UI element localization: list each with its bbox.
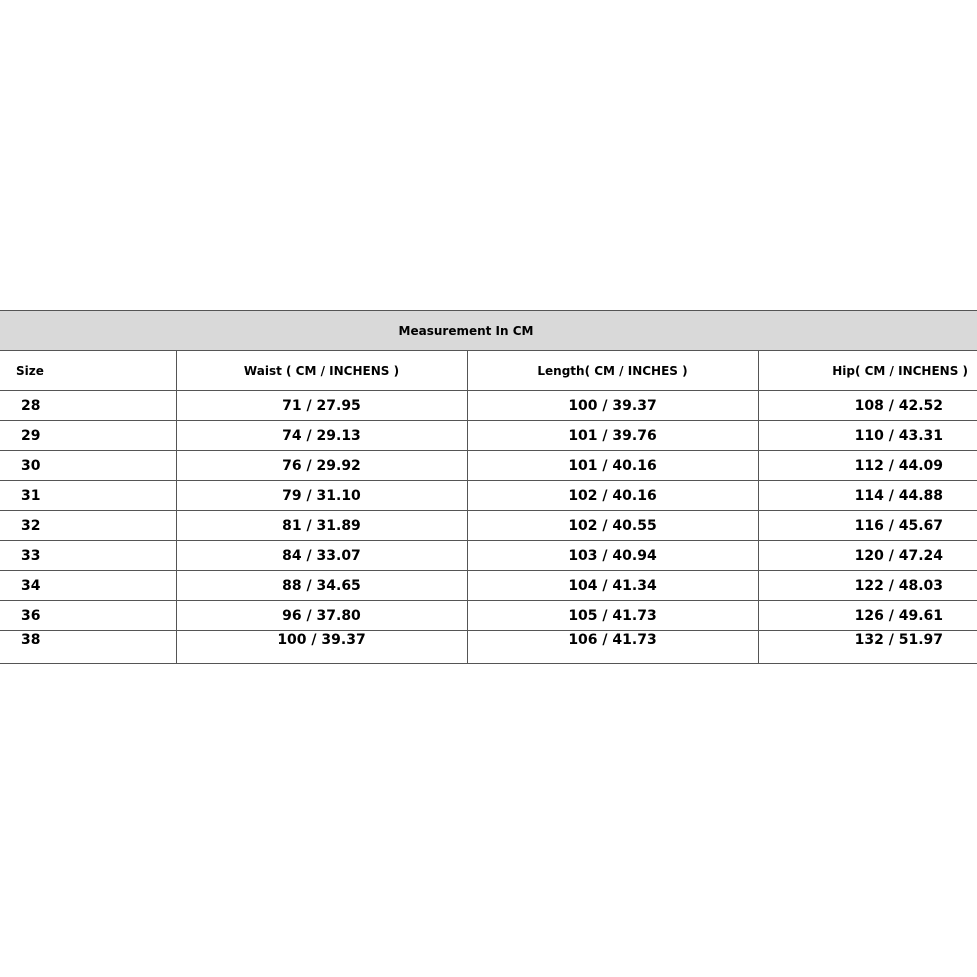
cell-length: 102 / 40.55 [467, 511, 758, 541]
table-row [0, 541, 977, 571]
cell-waist: 71 / 27.95 [176, 391, 467, 421]
cell-size: 29 [0, 421, 176, 451]
table-title: Measurement In CM [0, 311, 977, 351]
table-title-row [0, 311, 977, 351]
cell-hip: 114 / 44.88 [758, 481, 977, 511]
cell-length: 100 / 39.37 [467, 391, 758, 421]
cell-size: 31 [0, 481, 176, 511]
cell-waist: 74 / 29.13 [176, 421, 467, 451]
header-length: Length( CM / INCHES ) [467, 351, 758, 391]
cell-waist: 76 / 29.92 [176, 451, 467, 481]
cell-hip: 120 / 47.24 [758, 541, 977, 571]
header-hip: Hip( CM / INCHENS ) [758, 351, 977, 391]
cell-hip: 122 / 48.03 [758, 571, 977, 601]
table-row [0, 421, 977, 451]
cell-size: 38 [0, 631, 176, 664]
cell-size: 36 [0, 601, 176, 631]
cell-length: 103 / 40.94 [467, 541, 758, 571]
cell-length: 106 / 41.73 [467, 631, 758, 664]
cell-hip: 112 / 44.09 [758, 451, 977, 481]
cell-length: 102 / 40.16 [467, 481, 758, 511]
cell-waist: 88 / 34.65 [176, 571, 467, 601]
cell-hip: 116 / 45.67 [758, 511, 977, 541]
table-row [0, 601, 977, 631]
cell-size: 33 [0, 541, 176, 571]
header-waist: Waist ( CM / INCHENS ) [176, 351, 467, 391]
table-row [0, 511, 977, 541]
table-header-row [0, 351, 977, 391]
cell-waist: 81 / 31.89 [176, 511, 467, 541]
size-chart-table [0, 310, 977, 664]
cell-size: 28 [0, 391, 176, 421]
cell-length: 104 / 41.34 [467, 571, 758, 601]
cell-hip: 126 / 49.61 [758, 601, 977, 631]
table-row [0, 631, 977, 664]
cell-length: 105 / 41.73 [467, 601, 758, 631]
table-row [0, 481, 977, 511]
cell-waist: 84 / 33.07 [176, 541, 467, 571]
cell-size: 34 [0, 571, 176, 601]
cell-hip: 132 / 51.97 [758, 631, 977, 664]
header-size: Size [0, 351, 176, 391]
table-row [0, 451, 977, 481]
cell-size: 32 [0, 511, 176, 541]
cell-waist: 100 / 39.37 [176, 631, 467, 664]
table-row [0, 391, 977, 421]
table-row [0, 571, 977, 601]
cell-waist: 79 / 31.10 [176, 481, 467, 511]
cell-hip: 108 / 42.52 [758, 391, 977, 421]
cell-size: 30 [0, 451, 176, 481]
cell-hip: 110 / 43.31 [758, 421, 977, 451]
cell-waist: 96 / 37.80 [176, 601, 467, 631]
cell-length: 101 / 40.16 [467, 451, 758, 481]
cell-length: 101 / 39.76 [467, 421, 758, 451]
